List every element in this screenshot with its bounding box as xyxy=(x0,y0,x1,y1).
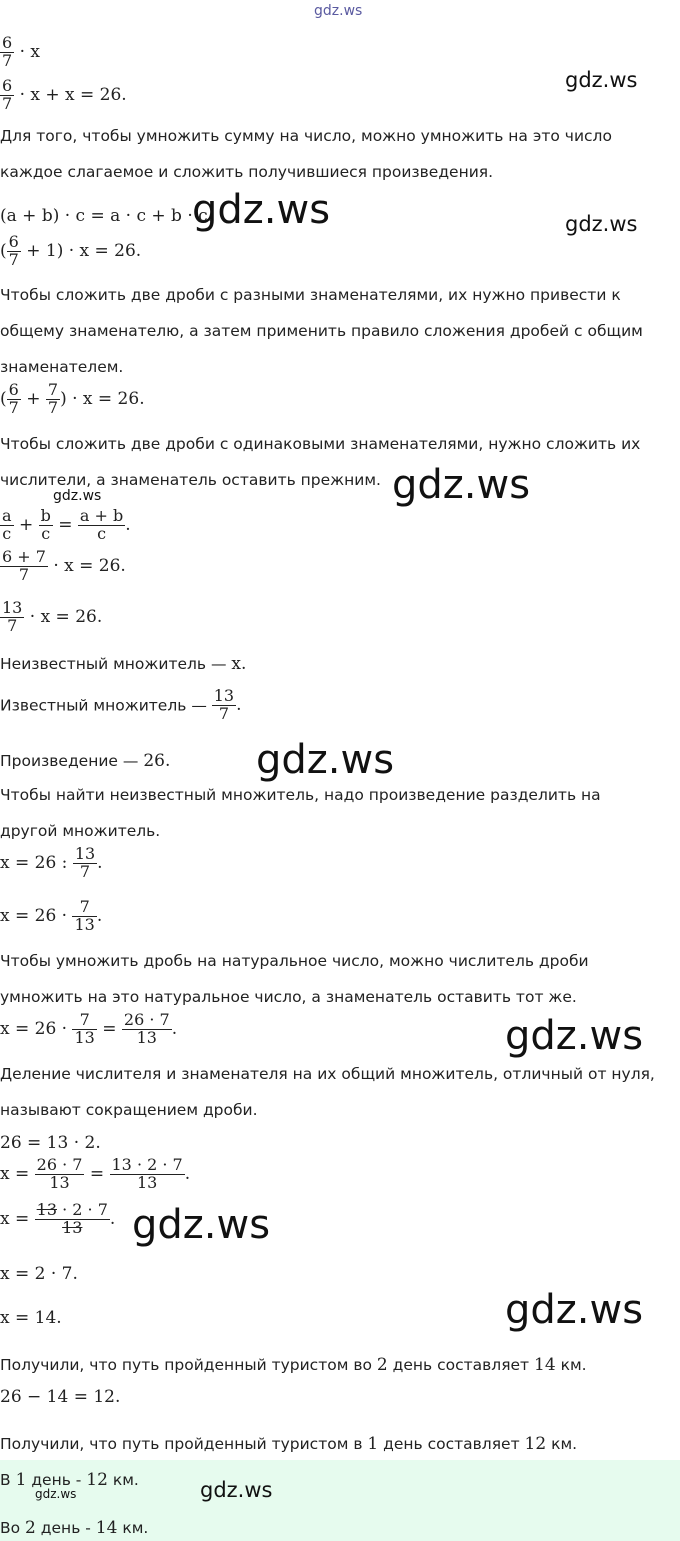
watermark: gdz.ws xyxy=(132,1202,271,1248)
fraction: $\frac{7}{13}$ xyxy=(74,1010,95,1047)
fraction: $\frac{6}{7}$ xyxy=(8,232,19,269)
math-line: $\frac{13}{7}$ · x = 26. xyxy=(2,598,103,635)
text-line: Неизвестный множитель — x. xyxy=(0,654,247,674)
math-line: x = $\frac{13 \cdot 2 \cdot 7}{13}$ . xyxy=(0,1200,116,1237)
text-line: Известный множитель — $\frac{13}{7}$ . xyxy=(0,686,242,723)
text-line: умножить на это натуральное число, а знаменатель оставить тот же. xyxy=(0,988,577,1006)
text-line: другой множитель. xyxy=(0,822,161,840)
fraction: $\frac{13}{7}$ xyxy=(74,844,96,881)
text-line: Чтобы умножить дробь на натуральное число, можно числитель дроби xyxy=(0,952,589,970)
watermark: gdz.ws xyxy=(505,1013,644,1059)
text-line: Получили, что путь пройденный туристом во 2 день составляет 14 км. xyxy=(0,1355,587,1375)
fraction: $\frac{6 + 7}{7}$ xyxy=(2,547,46,584)
text-line: Для того, чтобы умножить сумму на число, можно умножить на это число xyxy=(0,127,612,145)
math-line: $\frac{6}{7}$ · x + x = 26. xyxy=(2,76,127,113)
text-line: Чтобы сложить две дроби с разными знаменателями, их нужно привести к xyxy=(0,286,621,304)
math-line: x = 26 : $\frac{13}{7}$ . xyxy=(0,844,103,881)
math-line: x = 26 · $\frac{7}{13}$ . xyxy=(0,897,103,934)
fraction: $\frac{13 \cdot 2 \cdot 7}{13}$ xyxy=(36,1200,108,1237)
text-line: называют сокращением дроби. xyxy=(0,1101,258,1119)
fraction: $\frac{13 \cdot 2 \cdot 7}{13}$ xyxy=(111,1155,183,1192)
fraction: $\frac{26 \cdot 7}{13}$ xyxy=(36,1155,83,1192)
text-line: Чтобы сложить две дроби с одинаковыми знаменателями, нужно сложить их xyxy=(0,435,641,453)
cancelled-factor: 13 xyxy=(62,1217,83,1237)
watermark: gdz.ws xyxy=(200,1478,273,1502)
math-line: $\frac{a}{c}$ + $\frac{b}{c}$ = $\frac{a + b}{c}$ . xyxy=(2,506,131,543)
watermark-top: gdz.ws xyxy=(314,3,363,19)
math-line: x = 26 · $\frac{7}{13}$ = $\frac{26 \cdot 7}{13}$ . xyxy=(0,1010,178,1047)
watermark: gdz.ws xyxy=(53,488,102,504)
watermark: gdz.ws xyxy=(505,1287,644,1333)
watermark: gdz.ws xyxy=(565,212,638,236)
answer-line: Во 2 день - 14 км. xyxy=(0,1518,149,1538)
math-line: ( $\frac{6}{7}$ + $\frac{7}{7}$ ) · x = 26. xyxy=(0,380,145,417)
fraction: $\frac{6}{7}$ xyxy=(8,380,19,417)
fraction: $\frac{7}{13}$ xyxy=(74,897,95,934)
answer-line: В 1 день - 12 км. xyxy=(0,1470,139,1490)
text-line: каждое слагаемое и сложить получившиеся произведения. xyxy=(0,163,494,181)
math-line: $\frac{6 + 7}{7}$ · x = 26. xyxy=(2,547,126,584)
math-line: (a + b) · c = a · c + b · c. xyxy=(0,206,214,226)
cancelled-factor: 13 xyxy=(36,1200,57,1219)
fraction: $\frac{a}{c}$ xyxy=(2,506,12,543)
fraction: $\frac{13}{7}$ xyxy=(2,598,23,635)
text-line: числители, а знаменатель оставить прежним. xyxy=(0,471,381,489)
math-line: x = $\frac{26 \cdot 7}{13}$ = $\frac{13 \cdot 2 \cdot 7}{13}$ . xyxy=(0,1155,191,1192)
text-line: общему знаменателю, а затем применить правило сложения дробей с общим xyxy=(0,322,643,340)
fraction: $\frac{a + b}{c}$ xyxy=(79,506,124,543)
math-line: x = 14. xyxy=(0,1308,62,1328)
math-line: $\frac{6}{7}$ · x xyxy=(2,33,40,70)
text-line: знаменателем. xyxy=(0,358,124,376)
math-line: ( $\frac{6}{7}$ + 1) · x = 26. xyxy=(0,232,142,269)
watermark: gdz.ws xyxy=(392,462,531,508)
watermark: gdz.ws xyxy=(192,187,331,233)
watermark: gdz.ws xyxy=(565,68,638,92)
math-line: 26 = 13 · 2. xyxy=(0,1133,101,1153)
fraction: $\frac{7}{7}$ xyxy=(47,380,59,417)
math-line: 26 − 14 = 12. xyxy=(0,1387,121,1407)
fraction: $\frac{26 \cdot 7}{13}$ xyxy=(123,1010,170,1047)
fraction: $\frac{6}{7}$ xyxy=(2,76,13,113)
fraction: $\frac{6}{7}$ xyxy=(2,33,13,70)
text-line: Чтобы найти неизвестный множитель, надо произведение разделить на xyxy=(0,786,601,804)
watermark: gdz.ws xyxy=(256,737,395,783)
fraction: $\frac{b}{c}$ xyxy=(40,506,51,543)
text-line: Получили, что путь пройденный туристом в 1 день составляет 12 км. xyxy=(0,1434,578,1454)
math-line: x = 2 · 7. xyxy=(0,1264,78,1284)
text-line: Деление числителя и знаменателя на их общий множитель, отличный от нуля, xyxy=(0,1065,655,1083)
fraction: $\frac{13}{7}$ xyxy=(213,686,235,723)
text-line: Произведение — 26. xyxy=(0,751,171,771)
watermark: gdz.ws xyxy=(35,1487,77,1501)
